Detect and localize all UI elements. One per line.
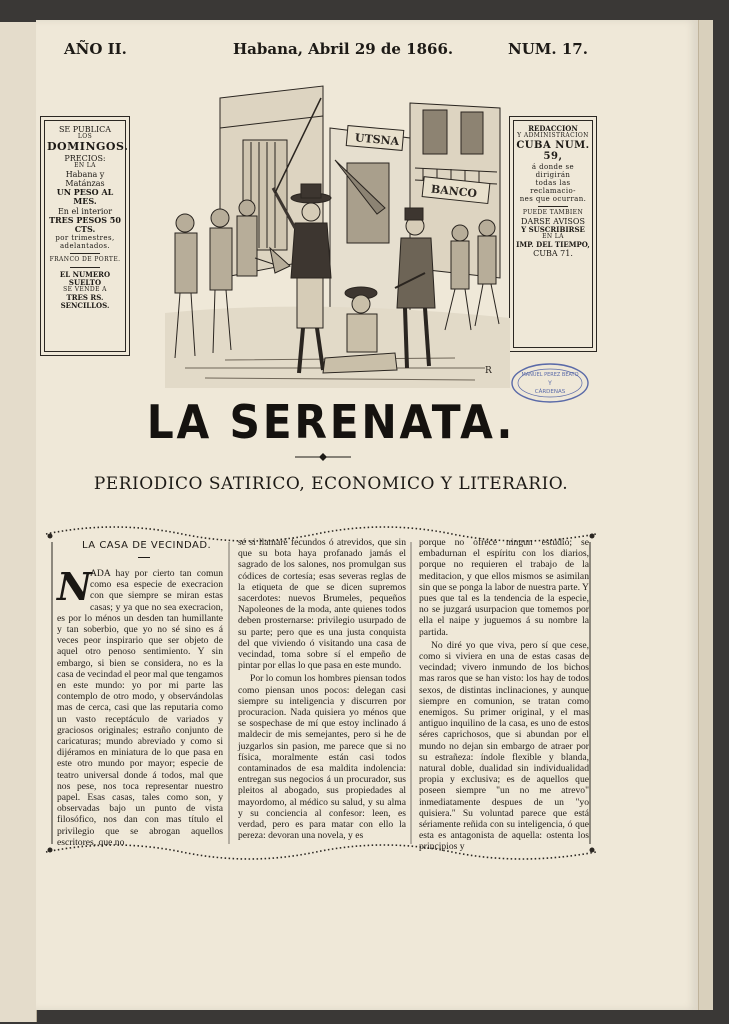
divider [70,253,100,254]
box-line: nes que ocurran. [519,195,587,204]
article-column-2 [238,537,406,843]
paragraph: No diré yo que viva, pero sí que cese, como si viviera en una de estas casas de vecindad; vivero inmundo de los bichos mas raros que se han visto: los hay de todos sexos, de distintas inclinaciones, y aunque siempre en comunion, se tratan como enemigos. Su primer original, y el mas antiguo inquilino de la casa, es uno de estos séres caprichosos, que si abundan por el mundo no dejan sin embargo de atraer por su estrañeza: índole flexible y blanda, natural doble, dualidad sin individualidad propia y exclusiva; es de aquellos que poseen siempre "un no me atrevo" inmediatamente despues de un "yo quisiera." Su voluntad parece que está sériamente reñida con su inteligencia, ó que esta es antagonista de aquella: ostenta los principios y [419,639,589,853]
drop-cap: N [57,564,92,609]
paragraph: Por lo comun los hombres piensan todos como piensan unos pocos: delegan casi siempre su inteligencia y discurren por procuracion. Nada quisiera yo ménos que se sospechase de mí que estoy inclinado á maldecir de mis semejantes, pero si he de juzgarlos sin pasion, me parece que si no física, moralmente están casi todos contaminados de esa maldita indolencia: entregan sus negocios á un procurador, sus pleitos al abogado, sus propiedades al mayordomo, al médico su salud, y su alma y su conciencia al confesor: leen, es verdad, pero es para matar con ello la pereza: devoran una novela, y es [238,673,406,842]
divider [538,206,568,207]
box-line: REDACCION [528,124,578,133]
article-column-1 [57,564,223,850]
previous-page-edge [0,22,37,1022]
box-line: á donde se dirigirán [531,162,575,179]
serenade-engraving [125,68,510,388]
paragraph: sé si llamaré fecundos ó atrevidos, que sin que su bota haya profanado jamás el sagrado de los salones, nos promulgan sus códices de cortesía; esas severas reglas de la etiqueta de que se dicen supremos sacerdotes: nuevos Brumeles, pequeños Napoleones de la moda, ante quienes todos deben prosternarse: privilegio usurpado de su parte; pero que es una justa conquista del que viviendo ó visitando una casa de vecindad, toma sobre sí el empeño de pintar por ellas lo que pasa en este mundo. [238,537,406,672]
box-line: Y ADMINISTRACION [517,132,589,140]
box-line: TRES RS. SENCILLOS. [60,293,110,311]
box-line: EN LA [542,233,564,241]
article-column-3 [419,537,589,855]
title-ornament [293,452,353,462]
divider [70,267,100,268]
sign-right-text: BANCO [430,182,478,201]
box-line: todas las reclamacio- [530,179,576,196]
editorial-office-box [509,116,597,352]
box-line: TRES PESOS 50 CTS. [49,214,121,234]
box-line: EN LA [74,161,96,169]
stamp-top-text: MANUEL PEREZ BEATO [521,372,579,378]
box-line: por trimestres, adelantados. [55,234,115,251]
box-line: EL NUMERO SUELTO [59,270,111,288]
box-line: DARSE AVISOS [521,217,585,227]
newspaper-subtitle: PERIODICO SATIRICO, ECONOMICO Y LITERARIO. [93,474,569,494]
box-line: SE PUBLICA [58,125,112,134]
article-heading: LA CASA DE VECINDAD. [82,540,212,551]
paragraph: ADA hay por cierto tan comun como esa especie de execracion con que siempre se miran estas casas; y ya que no sea execracion, es por lo ménos un desden tan humillante y tan soberbio, que yo no sé sino es á veces peor inspirario que ser objeto de aquel otro penoso sentimiento. Y sin embargo, si bien se considera, no es la casa de vecindad el peor mal que tengamos en este mundo: yo por mi parte las contemplo de otro modo, y observándolas mas de cerca, casi que las reputaria como un vasto receptáculo de variados y graciosos originales; estraño conjunto de caricaturas; mundo abreviado y como si dijéramos en miniatura de lo que pasa en este otro mundo por mayor; especie de teatro universal donde á todos, mal que nos pese, nos toca representar nuestro papel. Esas casas, tales como son, y observadas bajo un punto de vista filosófico, nos dan con mas título el privilegio que se abrogan aquellos escritores, que no [57,568,223,848]
stamp-mid-text: Y [548,380,552,387]
sign-left-text: UTSNA [354,131,400,149]
issue-year: AÑO II. [64,40,127,58]
stamp-bottom-text: CÁRDENAS [534,389,566,395]
page-stack-edge [698,20,713,1010]
box-line: En el interior [57,206,113,216]
heading-rule [138,557,150,558]
box-line: CUBA NUM. 59, [516,139,590,163]
subscription-info-box [40,116,130,356]
box-line: Habana y Matánzas [65,169,105,188]
issue-date: Habana, Abril 29 de 1866. [233,40,454,58]
box-line: PRECIOS: [64,153,106,163]
issue-number: NUM. 17. [508,40,588,58]
box-line: CUBA 71. [533,249,573,259]
box-line: UN PESO AL MES. [56,187,114,207]
box-line: SE VENDE A [63,286,107,294]
box-line: IMP. DEL TIEMPO, [516,240,590,250]
box-line: FRANCO DE PORTE. [49,256,121,264]
artist-signature: R [485,366,492,376]
box-line: LOS [77,133,93,141]
box-line: PUEDE TAMBIEN [522,209,584,217]
shop-sign-left [346,126,404,151]
paragraph: porque no ofrece ningun estudio; se embadurnan el espíritu con los diarios, porque no requieren el trabajo de la meditacion, y que ellos mismos se asimilan sin que se ponga la labor de nuestra parte. Y pues que tal es la tendencia de la especie, no se juzgará usurpacion que tomemos por ella el naipe y juguemos á su nombre la partida. [419,537,589,638]
newspaper-title: LA SERENATA. [146,395,516,449]
box-line: DOMINGOS. [47,140,129,154]
box-line: Y SUSCRIBIRSE [521,225,585,235]
